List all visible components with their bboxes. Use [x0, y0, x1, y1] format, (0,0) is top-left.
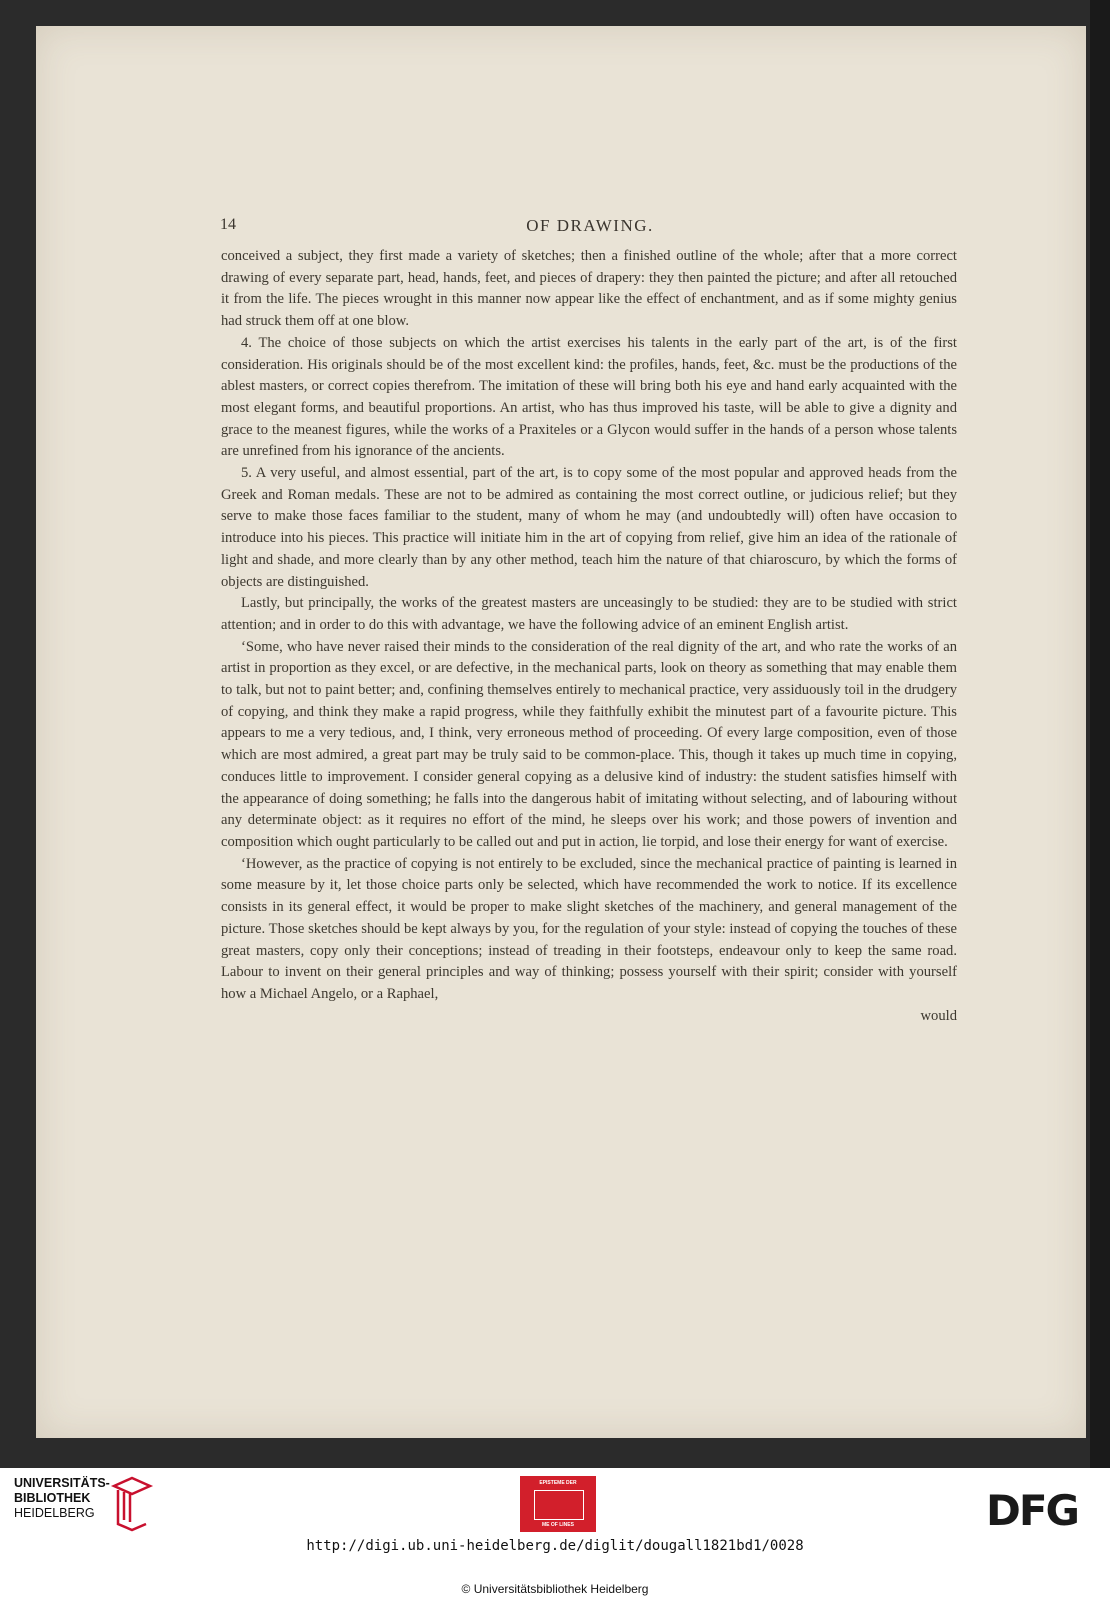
university-library-logo[interactable] — [14, 1476, 174, 1536]
paragraph: Lastly, but principally, the works of the greatest masters are unceasingly to be studied: they are to be studied with strict attention; and in order to do this with advantage, we have the following advice of an eminent English artist. — [221, 595, 957, 633]
library-name-line: HEIDELBERG — [14, 1506, 95, 1520]
library-name — [14, 1476, 110, 1521]
scan-edge — [1090, 0, 1110, 1468]
paragraph: conceived a subject, they first made a variety of sketches; then a finished outline of the whole; after that a more correct drawing of every separate part, head, hands, feet, and pieces of drapery: they then painted the picture; and after all retouched it from the life. The pieces wrought in this manner now appear like the effect of enchantment, and as if some mighty genius had struck them off at one blow. — [221, 248, 957, 330]
page-number: 14 — [220, 216, 236, 233]
page-header — [220, 216, 960, 238]
running-title: OF DRAWING. — [526, 216, 654, 235]
paragraph: ‘Some, who have never raised their minds to the consideration of the real dignity of the art, and who rate the works of an artist in proportion as they excel, or are defective, in the mechanical parts, look on theory as something that may enable them to talk, but not to paint better; and, confining themselves entirely to mechanical practice, very assiduously toil in the drudgery of copying, and think they make a rapid progress, while they faithfully exhibit the minutest part of a favourite picture. This appears to me a very tedious, and, I think, very erroneous method of proceeding. Of every large composition, even of those which are most admired, a great part may be truly said to be common-place. This, though it takes up much time in copying, conduces little to improvement. I consider general copying as a delusive kind of industry: the student satisfies himself with the appearance of doing something; he falls into the dangerous habit of imitating without selecting, and of labouring without any determinate object: as it requires no effort of the mind, he sleeps over his work; and those powers of invention and composition which ought particularly to be called out and put in action, lie torpid, and lose their energy for want of exercise. — [221, 638, 957, 850]
paragraph: 4. The choice of those subjects on which the artist exercises his talents in the early part of the art, is of the first consideration. His originals should be of the most excellent kind: the profiles, hands, feet, &c. must be the productions of the ablest masters, or correct copies therefrom. The imitation of these will bring both his eye and hand early acquainted with the most elegant forms, and beautiful proportions. An artist, who has thus improved his taste, will be able to give a dignity and grace to the meanest figures, while the works of a Praxiteles or a Glycon would suffer in the hands of a person whose talents are unrefined from his ignorance of the ancients. — [221, 334, 957, 460]
paragraph: ‘However, as the practice of copying is not entirely to be excluded, since the mechanical practice of painting is learned in some measure by it, let those choice parts only be selected, which have recommended the work to notice. If its excellence consists in its general effect, it would be proper to make slight sketches of the machinery, and general management of the picture. Those sketches should be kept always by you, for the regulation of your style: instead of copying the touches of these great masters, copy only their conceptions; instead of treading in their footsteps, endeavour only to keep the same road. Labour to invent on their general principles and way of thinking; possess yourself with their spirit; consider with yourself how a Michael Angelo, or a Raphael, — [221, 855, 957, 1002]
permalink-url[interactable]: http://digi.ub.uni-heidelberg.de/diglit/dougall1821bd1/0028 — [306, 1538, 804, 1554]
episteme-emblem-icon — [534, 1490, 584, 1520]
paragraph: 5. A very useful, and almost essential, part of the art, is to copy some of the most popular and approved heads from the Greek and Roman medals. These are not to be admired as containing the most correct outline, or judicious relief; but they serve to make those faces familiar to the student, many of whom he may (and undoubtedly will) often have occasion to introduce into his pieces. This practice will initiate him in the art of copying from relief, give him an idea of the rationale of light and shade, and more clearly than by any other method, teach him the nature of that chiaroscuro, by which the forms of objects are distinguished. — [221, 465, 957, 590]
library-mark-icon — [110, 1476, 154, 1532]
copyright-notice: © Universitätsbibliothek Heidelberg — [461, 1582, 649, 1596]
library-name-line: UNIVERSITÄTS- — [14, 1476, 110, 1490]
episteme-text-bottom: ME OF LINES — [542, 1522, 574, 1528]
body-text — [221, 246, 957, 1027]
catchword: would — [920, 1007, 957, 1024]
dfg-logo[interactable]: DFG — [986, 1486, 1079, 1535]
library-name-line: BIBLIOTHEK — [14, 1491, 91, 1505]
episteme-logo[interactable] — [520, 1476, 596, 1532]
episteme-text-top: EPISTEME DER — [539, 1480, 577, 1486]
